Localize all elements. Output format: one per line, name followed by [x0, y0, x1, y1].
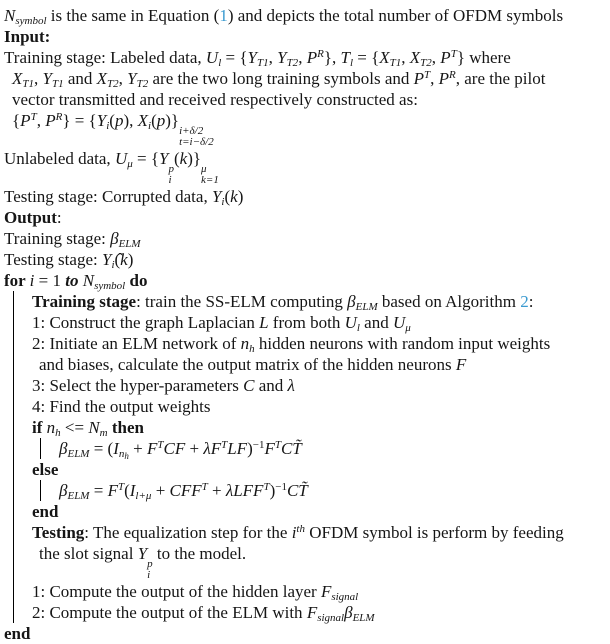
text-run: {	[12, 111, 21, 130]
text-run: =	[89, 481, 108, 500]
text-run: i	[111, 259, 115, 271]
algorithm-line	[2, 207, 610, 228]
text-run: F	[210, 439, 222, 458]
text-run: l	[349, 57, 354, 69]
algorithm-line	[2, 354, 610, 375]
text-run: the slot signal	[39, 544, 138, 563]
text-run: based on Algorithm	[377, 292, 521, 311]
text-run: ,	[118, 69, 128, 88]
text-run: i	[148, 120, 152, 132]
text-run: X	[409, 48, 421, 67]
text-run: ELM	[118, 238, 141, 250]
text-run: = 1	[34, 271, 66, 290]
algorithm-line	[2, 396, 610, 417]
algorithm-ref-link[interactable]: 2	[520, 292, 529, 311]
text-run: k	[120, 250, 128, 269]
text-run: 4: Find the output weights	[32, 397, 211, 416]
algorithm-line	[2, 186, 610, 207]
indent-scope-rule	[13, 333, 14, 354]
text-run: p	[114, 111, 124, 130]
text-run: )}	[165, 111, 180, 130]
text-run: signal	[331, 591, 359, 603]
text-run: N	[82, 271, 95, 290]
indent-scope-rule	[13, 501, 14, 522]
text-run: 3: Select the hyper-parameters	[32, 376, 244, 395]
text-run: 2: Initiate an ELM network of	[32, 334, 241, 353]
text-run: Testing	[32, 523, 85, 542]
algorithm-line	[2, 459, 610, 480]
text-run: p	[156, 111, 166, 130]
text-run: CFF	[169, 481, 202, 500]
text-run: T2	[286, 57, 299, 69]
algorithm-line	[2, 623, 610, 644]
text-run: (̂	[114, 250, 121, 269]
text-run: ,	[34, 69, 43, 88]
text-run: U	[114, 149, 128, 168]
indent-scope-rule	[13, 354, 14, 375]
text-run: Training stage	[32, 292, 137, 311]
algorithm-line	[2, 543, 610, 581]
text-run: to	[65, 271, 79, 290]
indent-scope-rule	[40, 480, 41, 501]
text-run: T	[263, 481, 270, 493]
text-run: N	[4, 6, 16, 25]
text-run: do	[129, 271, 148, 290]
algorithm-line	[2, 47, 610, 68]
algorithm-line	[2, 26, 610, 47]
text-run: CF	[163, 439, 186, 458]
algorithm-line	[2, 333, 610, 354]
text-run: U	[344, 313, 357, 332]
subscript: i	[147, 569, 151, 581]
text-run: L	[259, 313, 269, 332]
text-run: Y	[277, 48, 287, 67]
text-run: λLFF	[225, 481, 264, 500]
text-run: 1: Construct the graph Laplacian	[32, 313, 260, 332]
text-run: Training stage:	[4, 229, 111, 248]
text-run: (	[173, 149, 180, 168]
text-run: :	[528, 292, 534, 311]
text-run: T	[201, 481, 208, 493]
text-run: F	[320, 582, 332, 601]
text-run: P	[20, 111, 31, 130]
text-run: T2	[420, 57, 432, 69]
text-run: 1: Compute the output of the hidden layer	[32, 582, 321, 601]
indent-scope-rule	[13, 522, 14, 543]
text-run: Input:	[4, 27, 51, 46]
text-run: Y	[137, 544, 148, 563]
text-run: LF	[227, 439, 248, 458]
text-run: i	[106, 120, 110, 132]
text-run: :	[56, 208, 62, 227]
subscript: i	[168, 174, 172, 186]
text-run: , are the pilot	[455, 69, 546, 88]
text-run: : The equalization step for the	[84, 523, 292, 542]
text-run: : train the SS-ELM computing	[136, 292, 348, 311]
text-run: β	[59, 481, 68, 500]
text-run: OFDM symbol is perform by feeding	[304, 523, 564, 542]
text-run: T1	[22, 78, 35, 90]
text-run: else	[32, 460, 59, 479]
text-run: X	[12, 69, 23, 88]
algorithm-line	[2, 228, 610, 249]
text-run: F	[306, 603, 318, 622]
text-run: to the model.	[152, 544, 247, 563]
text-run: Y	[247, 48, 257, 67]
text-run: CT̃	[280, 439, 302, 458]
algorithm-line	[2, 438, 610, 459]
text-run: μ	[405, 322, 411, 334]
text-run: T2	[107, 78, 119, 90]
text-run: = {	[221, 48, 248, 67]
text-run: l	[356, 322, 360, 334]
math-script-stack	[179, 126, 214, 148]
algorithm-line	[2, 270, 610, 291]
text-run: from both	[268, 313, 345, 332]
text-run: h	[249, 343, 255, 355]
algorithm-line	[2, 375, 610, 396]
text-run: +	[151, 481, 170, 500]
text-run: β	[347, 292, 356, 311]
text-run: h	[55, 427, 61, 439]
algorithm-line	[2, 480, 610, 501]
text-run: P	[440, 48, 451, 67]
algorithm-line	[2, 522, 610, 543]
text-run: <=	[60, 418, 89, 437]
math-script-stack	[201, 164, 219, 186]
text-run: symbol	[94, 280, 126, 292]
text-run: X	[137, 111, 148, 130]
indent-scope-rule	[13, 417, 14, 438]
text-run: )}	[187, 149, 202, 168]
text-run: ),	[123, 111, 138, 130]
text-run: ELM	[67, 448, 90, 460]
text-run: end	[4, 624, 31, 643]
text-run: β	[344, 603, 353, 622]
algorithm-line	[2, 312, 610, 333]
text-run: and	[359, 313, 393, 332]
text-run: U	[205, 48, 219, 67]
text-run: T	[450, 48, 457, 60]
indent-scope-rule	[13, 438, 14, 459]
text-run: CT̃	[286, 481, 308, 500]
text-run: β	[110, 229, 119, 248]
algorithm-line	[2, 110, 610, 148]
text-run: for	[4, 271, 30, 290]
indent-scope-rule	[13, 459, 14, 480]
text-run: )	[269, 481, 276, 500]
indent-scope-rule	[13, 375, 14, 396]
text-run: ,	[298, 48, 307, 67]
algorithm-line	[2, 148, 610, 186]
text-run: if	[32, 418, 47, 437]
algorithm-line	[2, 602, 610, 623]
text-run: ,	[401, 48, 410, 67]
text-run: P	[45, 111, 56, 130]
text-run: T	[221, 439, 228, 451]
text-run: )	[237, 187, 244, 206]
equation-ref-link[interactable]: 1	[219, 6, 228, 25]
indent-scope-rule	[13, 312, 14, 333]
text-run: Y	[127, 69, 137, 88]
text-run: +	[207, 481, 226, 500]
indent-scope-rule	[13, 581, 14, 602]
text-run: P	[413, 69, 424, 88]
indent-scope-rule	[13, 291, 14, 312]
text-run: (	[224, 187, 231, 206]
text-run: } where	[456, 48, 511, 67]
algorithm-line	[2, 89, 610, 110]
text-run: then	[111, 418, 144, 437]
text-run: λ	[203, 439, 211, 458]
text-run: hidden neurons with random input weights	[254, 334, 551, 353]
text-run: T	[424, 69, 431, 81]
text-run: end	[32, 502, 59, 521]
algorithm-line	[2, 417, 610, 438]
text-run: },	[323, 48, 341, 67]
text-run: Output	[4, 208, 57, 227]
superscript: p	[168, 163, 174, 175]
text-run: R	[449, 69, 456, 81]
text-run: signal	[317, 612, 345, 624]
algorithm-line	[2, 249, 610, 270]
text-run: T1	[256, 57, 269, 69]
text-run: = {	[132, 149, 159, 168]
text-run: (	[124, 481, 130, 500]
text-run: ,	[268, 48, 278, 67]
text-run: −1	[275, 481, 287, 493]
text-run: are the two long training symbols and	[148, 69, 414, 88]
superscript: p	[147, 558, 153, 570]
text-run: X	[96, 69, 108, 88]
text-run: ELM	[67, 490, 90, 502]
text-run: l	[218, 57, 222, 69]
indent-scope-rule	[13, 602, 14, 623]
text-run: I	[129, 481, 136, 500]
text-run: Unlabeled data,	[4, 149, 115, 168]
text-run: F	[107, 481, 118, 500]
text-run: Y	[211, 187, 222, 206]
text-run: T	[117, 481, 125, 493]
algorithm-line	[2, 291, 610, 312]
text-run: Y	[42, 69, 52, 88]
text-run: Testing stage: Corrupted data,	[4, 187, 212, 206]
text-run: Y	[96, 111, 107, 130]
text-run: Testing stage:	[4, 250, 102, 269]
text-run: T1	[51, 78, 64, 90]
superscript: i+δ/2	[179, 125, 204, 137]
text-run: ,	[430, 69, 439, 88]
superscript: μ	[201, 163, 207, 175]
text-run: (	[109, 111, 115, 130]
text-run: = (	[89, 439, 114, 458]
text-run: i	[29, 271, 35, 290]
text-run: n	[46, 418, 56, 437]
indent-scope-rule	[40, 438, 41, 459]
text-run: T	[30, 111, 37, 123]
text-run: β	[59, 439, 68, 458]
text-run: l+μ	[135, 490, 152, 502]
text-run: λ	[287, 376, 295, 395]
text-run: μ	[127, 158, 133, 170]
text-run: m	[99, 427, 108, 439]
text-run: h	[124, 451, 129, 461]
text-run: ,	[36, 111, 46, 130]
text-run: T2	[136, 78, 149, 90]
text-run: ,	[431, 48, 441, 67]
text-run: ELM	[355, 301, 378, 313]
text-run: 2: Compute the output of the ELM with	[32, 603, 307, 622]
text-run: Training stage: Labeled data,	[4, 48, 206, 67]
text-run: +	[185, 439, 204, 458]
text-run: vector transmitted and received respectively constructed as:	[12, 90, 418, 109]
text-run: I	[113, 439, 119, 458]
text-run: ELM	[352, 612, 375, 624]
text-run: and	[254, 376, 288, 395]
text-run: P	[438, 69, 450, 88]
text-run: T	[274, 439, 281, 451]
text-run: X	[379, 48, 390, 67]
text-run: F	[455, 355, 467, 374]
algorithm-line	[2, 68, 610, 89]
text-run: T	[340, 48, 350, 67]
text-run: −1	[252, 439, 265, 451]
text-run: U	[392, 313, 406, 332]
text-run: P	[306, 48, 318, 67]
algorithm-body	[2, 5, 610, 644]
indent-scope-rule	[13, 480, 14, 501]
algorithm-line	[2, 581, 610, 602]
algorithm-line	[2, 5, 610, 26]
indent-scope-rule	[13, 543, 14, 581]
text-run: i	[291, 523, 297, 542]
text-run: th	[296, 523, 305, 535]
text-run: } = {	[62, 111, 97, 130]
text-run: (	[151, 111, 157, 130]
text-run: T1	[389, 57, 402, 69]
text-run: ) and depicts the total number of OFDM symbols	[227, 6, 564, 25]
text-run: n	[240, 334, 250, 353]
text-run: k	[179, 149, 188, 168]
subscript: t=i−δ/2	[179, 136, 214, 148]
text-run: R	[317, 48, 324, 60]
text-run: T	[157, 439, 164, 451]
text-run: N	[88, 418, 100, 437]
algorithm-line	[2, 501, 610, 522]
text-run: F	[264, 439, 275, 458]
subscript: k=1	[201, 174, 219, 186]
text-run: and biases, calculate the output matrix of the hidden neurons	[39, 355, 456, 374]
indent-scope-rule	[13, 396, 14, 417]
text-run: n	[118, 448, 125, 460]
text-run: k	[230, 187, 238, 206]
text-run: Y	[101, 250, 112, 269]
text-run: is the same in Equation (	[46, 6, 220, 25]
text-run: F	[146, 439, 158, 458]
text-run: i	[221, 196, 225, 208]
text-run: symbol	[15, 15, 47, 27]
text-run: R	[55, 111, 63, 123]
text-run: )	[247, 439, 253, 458]
text-run: +	[128, 439, 147, 458]
text-run: )	[127, 250, 134, 269]
text-run: = {	[353, 48, 380, 67]
text-run: and	[63, 69, 97, 88]
text-run: C	[243, 376, 255, 395]
text-run: Y	[159, 149, 169, 168]
